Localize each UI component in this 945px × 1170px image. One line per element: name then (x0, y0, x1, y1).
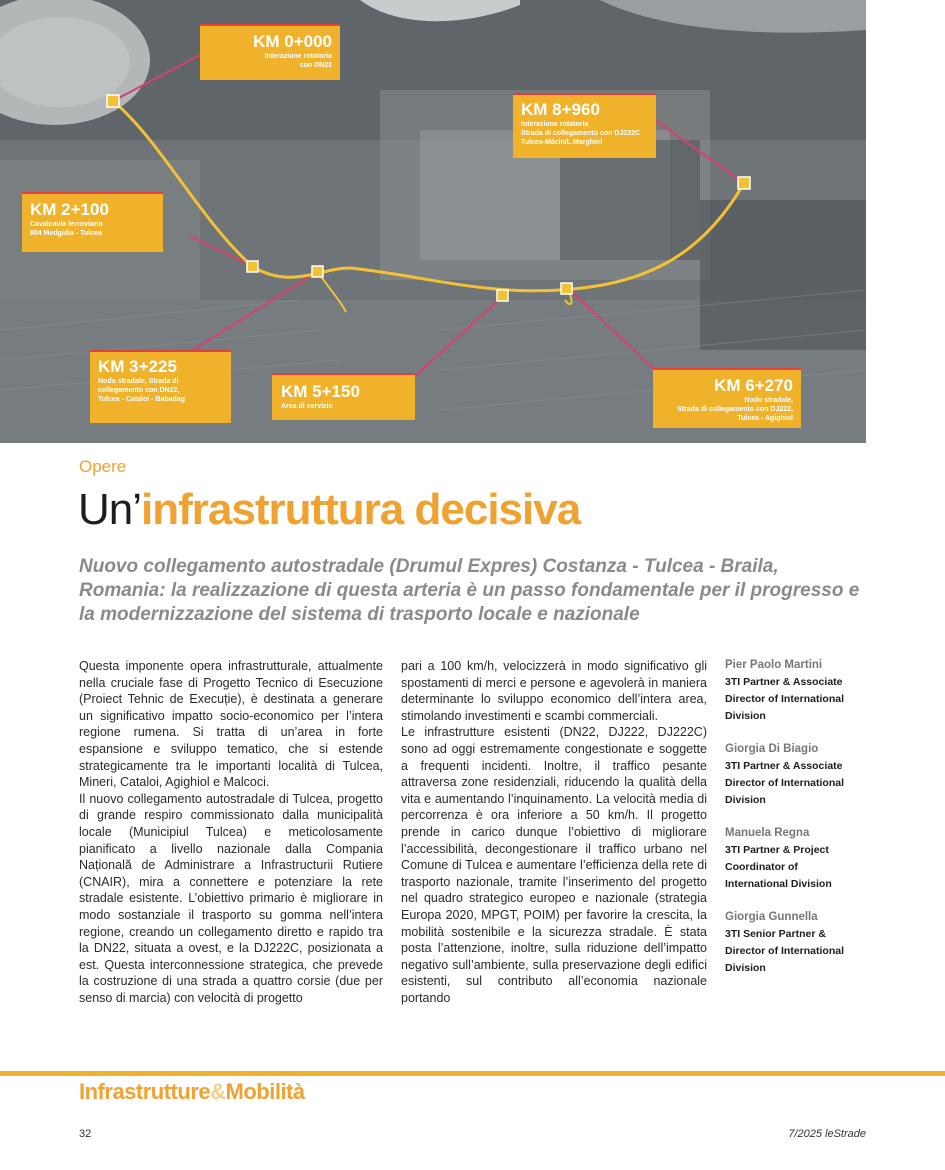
headline (78, 483, 580, 537)
body-paragraph: Le infrastrutture esistenti (DN22, DJ222, DJ222C) sono ad oggi estremamente congestionate e soggette a frequenti incidenti. Inoltre, il traffico pesante attraversa zone residenziali, riducendo la qualità della vita e aumentando l’inquinamento. La velocità media di percorrenza è ora inferiore a 50 km/h. Il progetto prende in carico dunque l’obiettivo di migliorare l’accessibilità, decongestionare il traffico urbano nel Comune di Tulcea e aumentare l’efficienza della rete di trasporto nazionale, tramite l’inserimento del progetto nel quadro strategico europeo e nazionale (strategia Europa 2020, MPGT, POIM) per favorire la crescita, la mobilità sostenibile e la sicurezza stradale. È stata posta l’attenzione, inoltre, sulla riduzione dell’impatto negativo sull’ambiente, sulla preservazione degli edifici esistenti, sul contributo all’economia nazionale portando (401, 725, 707, 1005)
marker-km-8-desc-1: Interazione rotatoria (521, 121, 589, 128)
author-role-line: Director of International (725, 693, 845, 705)
marker-km-3-desc-2: collegamento con DN22, (98, 387, 180, 394)
author-role-line: 3TI Partner & Associate (725, 676, 843, 688)
body-paragraph: Questa imponente opera infrastrutturale, attualmente nella cruciale fase di Progetto Tecnico di Esecuzione (Proiect Tehnic de Execuție), è destinata a generare un significativo impatto socio-economico per l’intera regione rumena. Si tratta di un’area in forte espansione e sviluppo tematico, che si estende strategicamente tra le importanti località di Tulcea, Mineri, Cataloi, Agighiol e Malcoci. (79, 659, 383, 790)
marker-km-2 (22, 192, 163, 252)
marker-km-8-desc-2: Strada di collegamento con DJ222C (521, 130, 641, 137)
marker-km-0-desc-2: con DN22 (299, 62, 332, 69)
author-role-line: Division (725, 962, 766, 974)
headline-main: infrastruttura decisiva (141, 485, 581, 534)
author-role-line: Coordinator of (725, 861, 798, 873)
magazine-section-brand (79, 1078, 305, 1106)
author-1 (725, 657, 865, 725)
marker-km-2-desc-1: Cavalcavia ferroviario (30, 221, 103, 228)
marker-km-2-desc-2: 804 Medgidia - Tulcea (30, 230, 102, 237)
author-list (725, 657, 865, 993)
author-role-line: 3TI Partner & Associate (725, 760, 843, 772)
section-label: Opere (79, 457, 127, 476)
author-role-line: International Division (725, 878, 832, 890)
marker-km-3-desc-3: Tulcea - Cataloi - Babadag (98, 396, 185, 403)
marker-km-6 (653, 368, 801, 428)
author-role-line: Director of International (725, 945, 845, 957)
marker-km-8-desc-3: Tulcea-Măcin/L.Marghiol (521, 139, 603, 146)
body-paragraph: Il nuovo collegamento autostradale di Tulcea, progetto di grande respiro commissionato dalla municipalità locale (Municipiul Tulcea) e meticolosamente pianificato a livello nazionale dalla Compania Națională de Administrare a Infrastructurii Rutiere (CNAIR), mira a connettere e potenziare la rete stradale esistente. L’obiettivo primario è migliorare in modo sostanziale il trasporto su gomma nell’intera regione, creando un collegamento diretto e rapido tra la DN22, situata a ovest, e la DJ222C, posizionata a est. Questa interconnessione strategica, che prevede la costruzione di una strada a quattro corsie (due per senso di marcia) con velocità di progetto (79, 791, 383, 1005)
author-name: Manuela Regna (725, 827, 810, 839)
issue-label: 7/2025 leStrade (788, 1128, 866, 1140)
marker-km-6-number: KM 6+270 (714, 376, 793, 395)
author-role-line: Director of International (725, 777, 845, 789)
marker-km-5 (272, 373, 415, 420)
subtitle: Nuovo collegamento autostradale (Drumul Expres) Costanza - Tulcea - Braila, Romania: la realizzazione di questa arteria è un passo fondamentale per il progresso e la modernizzazione del sistema di trasporto locale e nazionale (79, 556, 860, 625)
author-role-line: Division (725, 710, 766, 722)
marker-km-2-number: KM 2+100 (30, 200, 109, 219)
marker-km-3-desc-1: Nodo stradale, Strada di (98, 378, 179, 385)
brand-part-2: Mobilità (225, 1079, 305, 1104)
body-paragraph: pari a 100 km/h, velocizzerà in modo significativo gli spostamenti di merci e persone e agevolerà in maniera determinante lo sviluppo economico dell’intera area, stimolando investimenti e scambi commerciali. (401, 659, 707, 723)
author-4 (725, 909, 865, 977)
marker-km-6-desc-3: Tulcea - Agighiol (737, 415, 793, 422)
page-number: 32 (79, 1128, 92, 1140)
author-name: Giorgia Gunnella (725, 911, 818, 923)
brand-ampersand: & (210, 1079, 226, 1104)
author-role-line: Division (725, 794, 766, 806)
author-role-line: 3TI Senior Partner & (725, 928, 826, 940)
marker-km-8-number: KM 8+960 (521, 100, 600, 119)
marker-km-5-number: KM 5+150 (281, 382, 360, 401)
marker-km-8 (513, 93, 656, 158)
author-role-line: 3TI Partner & Project (725, 844, 829, 856)
marker-km-3-number: KM 3+225 (98, 357, 177, 376)
headline-prefix: Un’ (78, 485, 142, 534)
author-3 (725, 825, 865, 893)
author-name: Giorgia Di Biagio (725, 743, 819, 755)
marker-km-3 (90, 350, 231, 423)
body-column-2 (401, 658, 707, 1006)
marker-km-0-number: KM 0+000 (253, 32, 332, 51)
body-column-1 (79, 658, 383, 1006)
author-name: Pier Paolo Martini (725, 659, 823, 671)
author-2 (725, 741, 865, 809)
marker-km-6-desc-2: Strada di collegamento con DJ222, (677, 406, 793, 413)
marker-km-5-desc-1: Area di servizio (281, 403, 333, 410)
brand-part-1: Infrastrutture (79, 1079, 211, 1104)
aerial-map (0, 0, 866, 443)
footer-rule (0, 1071, 945, 1076)
marker-km-0-desc-1: Interazione rotatoria (264, 53, 332, 60)
marker-km-0 (200, 24, 340, 80)
marker-km-6-desc-1: Nodo stradale, (744, 397, 793, 404)
